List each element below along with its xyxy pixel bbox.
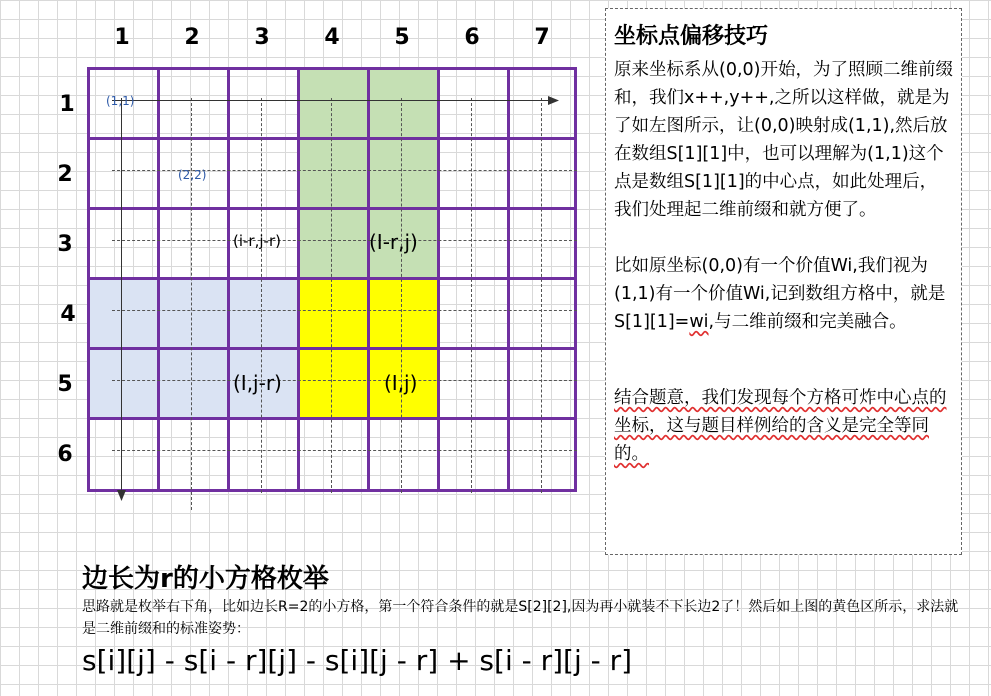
- origin-label: (1,1): [106, 94, 135, 108]
- grid-cell: [157, 207, 230, 280]
- note-title: 坐标点偏移技巧: [614, 24, 769, 49]
- col-header-4: 4: [324, 25, 340, 50]
- x-axis-line: [112, 100, 552, 101]
- grid-cell-blue: [87, 347, 160, 420]
- grid-cell: [437, 417, 510, 492]
- col-header-7: 7: [534, 25, 550, 50]
- grid-cell: [297, 417, 370, 492]
- grid-cell: [87, 207, 160, 280]
- dashed-hline: [112, 450, 577, 451]
- row-header-4: 4: [60, 302, 76, 327]
- dashed-vline: [191, 98, 192, 510]
- row-header-6: 6: [57, 442, 73, 467]
- note-paragraph-1: 原来坐标系从(0,0)开始，为了照顾二维前缀和，我们x++,y++,之所以这样做，就是为了如左图所示，让(0,0)映射成(1,1),然后放在数组S[1][1]中，也可以理解为(1,1)这个点是数组S[1][1]的中心点，如此处理后，我们处理起二维前缀和就方便了。: [614, 60, 953, 220]
- section-title: 边长为r的小方格枚举: [82, 564, 329, 594]
- grid-cell-green: [297, 67, 370, 140]
- label-top-right-corner: (I-r,j): [369, 230, 418, 254]
- note-paragraph-2-part-b: ,与二维前缀和完美融合。: [708, 312, 907, 332]
- row-header-2: 2: [57, 162, 73, 187]
- point-2-2-label: (2,2): [178, 168, 207, 182]
- grid-cell: [507, 277, 577, 350]
- dashed-vline: [401, 98, 402, 493]
- note-paragraph-2-part-a: 比如原坐标(0,0)有一个价值Wi,我们视为(1,1)有一个价值Wi,记到数组方格中，就是S[1][1]=: [614, 256, 946, 332]
- grid-cell-yellow: [297, 347, 370, 420]
- grid-cell: [157, 417, 230, 492]
- label-bottom-right-corner: (I,j): [384, 371, 418, 395]
- grid-cell-green: [297, 137, 370, 210]
- grid-cell-blue: [157, 277, 230, 350]
- grid-cell: [437, 137, 510, 210]
- section-description: 思路就是枚举右下角，比如边长R=2的小方格，第一个符合条件的就是S[2][2],因为再小就装不下长边2了！然后如上图的黄色区所示，求法就是二维前缀和的标准姿势：: [82, 599, 959, 637]
- note-paragraph-2: [614, 252, 953, 336]
- dashed-vline: [331, 98, 332, 493]
- grid-cell-green: [367, 137, 440, 210]
- grid-cell: [227, 417, 300, 492]
- grid-cell: [437, 347, 510, 420]
- grid-cell: [437, 207, 510, 280]
- explanation-note: [605, 8, 962, 555]
- row-header-1: 1: [59, 92, 75, 117]
- row-header-3: 3: [57, 232, 73, 257]
- grid-cell: [87, 417, 160, 492]
- grid-cell-green: [297, 207, 370, 280]
- grid-cell-green: [367, 67, 440, 140]
- grid-cell: [157, 67, 230, 140]
- grid-cell: [507, 67, 577, 140]
- dashed-vline: [261, 98, 262, 493]
- grid-cell: [507, 347, 577, 420]
- y-axis-arrow-icon: [116, 490, 128, 502]
- note-paragraph-3: 结合题意，我们发现每个方格可炸中心点的坐标，这与题目样例给的含义是完全等同的。: [614, 388, 947, 464]
- grid-cell-blue: [87, 277, 160, 350]
- dashed-hline: [112, 380, 577, 381]
- label-top-left-corner: (i-r,j-r): [233, 232, 281, 250]
- grid-cell: [227, 137, 300, 210]
- col-header-1: 1: [114, 25, 130, 50]
- note-wi-term: wi: [689, 312, 709, 332]
- col-header-3: 3: [254, 25, 270, 50]
- grid-cell: [437, 277, 510, 350]
- row-header-5: 5: [57, 372, 73, 397]
- grid-cell: [507, 417, 577, 492]
- grid-cell: [227, 67, 300, 140]
- dashed-vline: [471, 98, 472, 493]
- label-bottom-left-corner: (I,j-r): [233, 371, 282, 395]
- grid-cell: [87, 137, 160, 210]
- dashed-vline: [541, 98, 542, 493]
- grid-cell: [437, 67, 510, 140]
- grid-cell-blue: [157, 347, 230, 420]
- dashed-hline: [112, 310, 577, 311]
- col-header-5: 5: [394, 25, 410, 50]
- grid-cell: [507, 137, 577, 210]
- grid-cell-blue: [227, 277, 300, 350]
- grid-cell: [507, 207, 577, 280]
- x-axis-arrow-icon: [548, 95, 560, 107]
- col-header-6: 6: [464, 25, 480, 50]
- y-axis-line: [121, 98, 122, 493]
- grid-cell-yellow: [297, 277, 370, 350]
- grid-cell-yellow: [367, 277, 440, 350]
- prefix-sum-formula: s[i][j] - s[i - r][j] - s[i][j - r] + s[i - r][j - r]: [82, 644, 633, 677]
- dashed-hline: [112, 240, 577, 241]
- col-header-2: 2: [184, 25, 200, 50]
- grid-cell: [367, 417, 440, 492]
